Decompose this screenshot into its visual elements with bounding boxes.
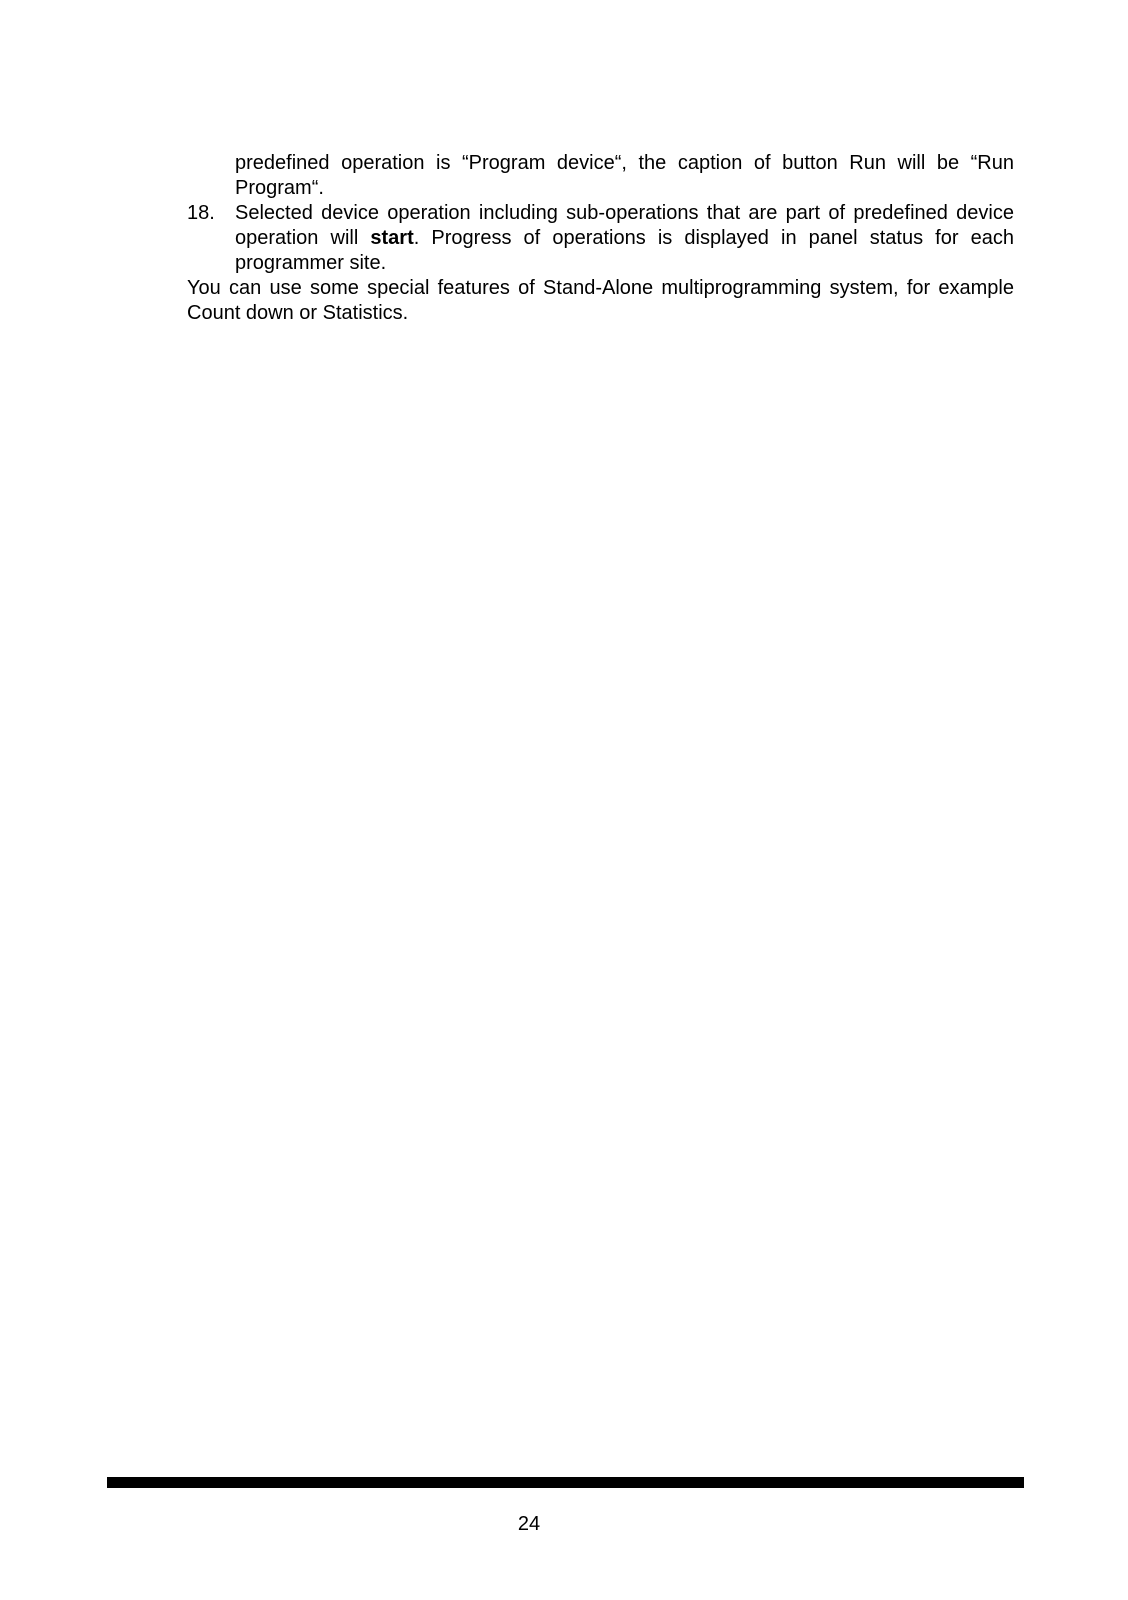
- list-item-text: [235, 201, 1014, 276]
- bold-start: start: [370, 227, 414, 249]
- closing-paragraph: You can use some special features of Stand-Alone multiprogramming system, for example Count down or Statistics.: [187, 277, 1014, 324]
- list-item-continuation: [187, 151, 1014, 201]
- continuation-text: predefined operation is “Program device“, the caption of button Run will be “Run Program“.: [235, 152, 1014, 199]
- body-text: [187, 151, 1014, 326]
- footer-rule: [107, 1477, 1024, 1488]
- page-number: 24: [517, 1513, 541, 1535]
- list-item-text-after: . Progress of operations is displayed in panel status for each programmer site.: [235, 227, 1014, 274]
- list-item-number: 18.: [187, 202, 215, 224]
- list-item-text-before: Selected device operation including sub-operations that are part of predefined device operation will: [235, 202, 1014, 249]
- list-item-18: [187, 201, 1014, 276]
